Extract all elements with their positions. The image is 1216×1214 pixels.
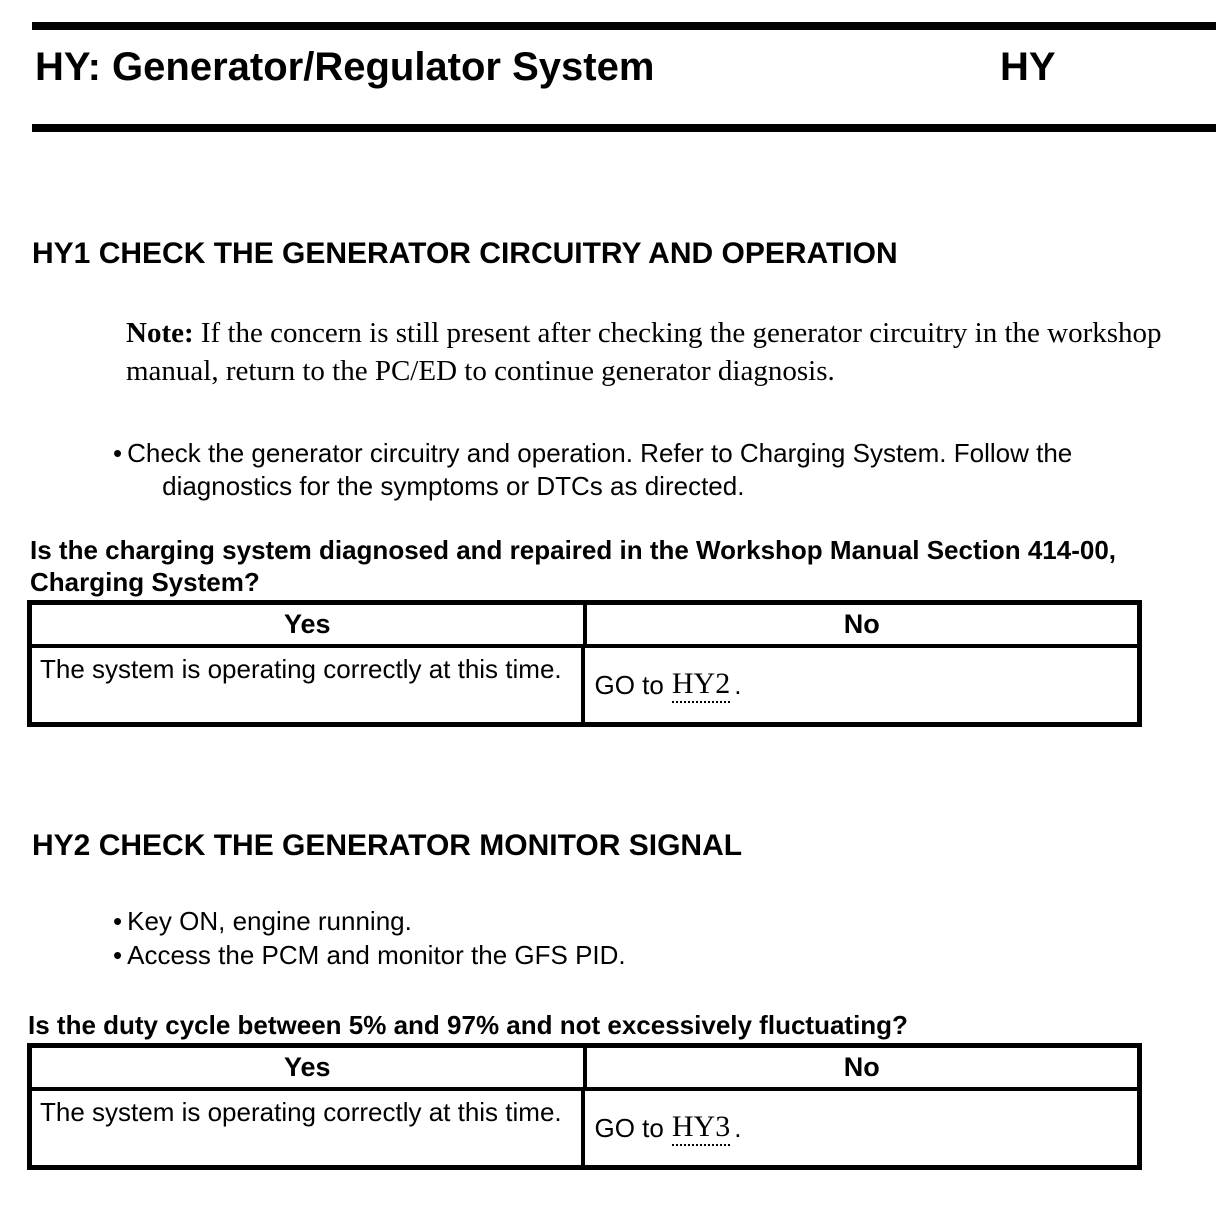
goto-period: . [734,1112,742,1143]
decision-table-hy2 [27,1043,1142,1170]
goto-period: . [734,669,742,700]
bullet-line: diagnostics for the symptoms or DTCs as directed. [162,471,745,501]
yes-result-cell: The system is operating correctly at this time. [32,1091,585,1165]
bullet-line: Check the generator circuitry and operation. Refer to Charging System. Follow the [127,438,1073,468]
note-text: If the concern is still present after checking the generator circuitry in the workshop manual, return to the PC/ED to continue generator diagnosis. [126,317,1162,387]
no-result-cell [585,1091,1138,1165]
bullet-line: Key ON, engine running. [127,906,412,936]
yes-result-cell: The system is operating correctly at this time. [32,648,585,722]
yes-header-cell: Yes [32,605,587,644]
question-hy2: Is the duty cycle between 5% and 97% and not excessively fluctuating? [28,1010,908,1040]
no-header-cell: No [843,609,880,639]
page-code: HY [1000,45,1056,89]
decision-table-header-row [32,605,1137,648]
header-rule [32,124,1216,132]
decision-table-body-row [32,1091,1137,1165]
bullet-icon: • [113,438,123,468]
section-hy2-heading: HY2 CHECK THE GENERATOR MONITOR SIGNAL [32,829,743,862]
top-rule [32,22,1216,30]
goto-text: GO to [594,669,664,700]
section-hy1-heading: HY1 CHECK THE GENERATOR CIRCUITRY AND OPERATION [32,237,898,270]
goto-text: GO to [594,1112,664,1143]
hy2-link[interactable]: HY2 [672,667,730,703]
bullet-line: Access the PCM and monitor the GFS PID. [127,940,626,970]
hy3-link[interactable]: HY3 [672,1110,730,1146]
decision-table-body-row [32,648,1137,722]
bullet-item [113,437,1072,503]
bullet-text [127,437,1072,503]
question-hy1: Is the charging system diagnosed and repaired in the Workshop Manual Section 414-00, Charging System? [30,535,1117,597]
bullet-item [113,905,412,938]
decision-table-header-row [32,1048,1137,1091]
page-title: HY: Generator/Regulator System [35,45,655,89]
note-paragraph [126,314,1190,390]
note-label: Note: [126,317,194,349]
decision-table-hy1 [27,600,1142,727]
bullet-icon: • [113,906,123,936]
bullet-icon: • [113,940,123,970]
no-result-cell [585,648,1138,722]
yes-header-cell: Yes [32,1048,587,1087]
bullet-item [113,939,626,972]
no-header-cell: No [843,1052,880,1082]
